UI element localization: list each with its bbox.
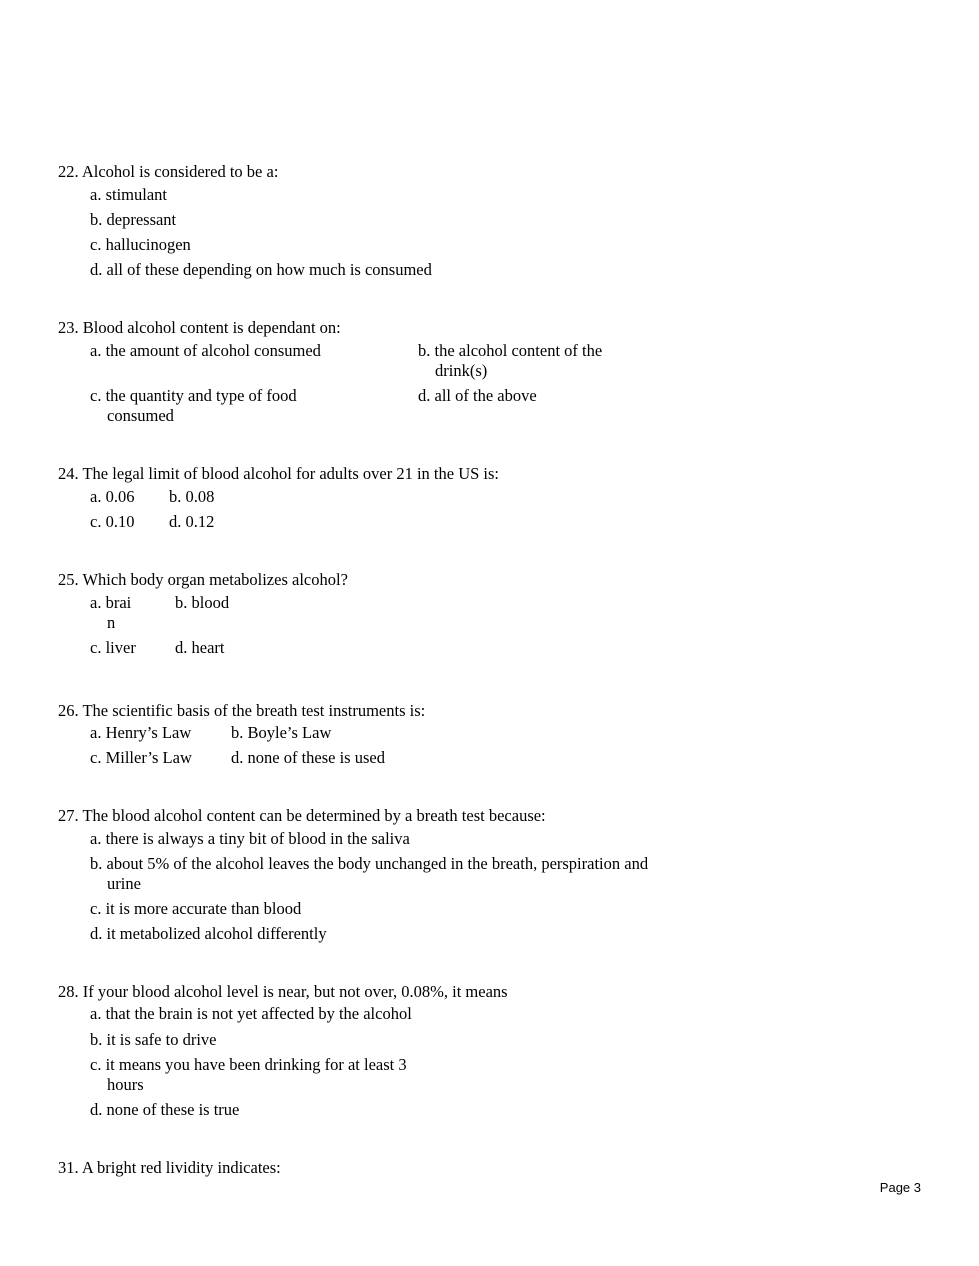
question-22-stem: 22. Alcohol is considered to be a: [58, 162, 279, 181]
question-23-stem: 23. Blood alcohol content is dependant on: [58, 318, 341, 337]
question-31-stem: 31. A bright red lividity indicates: [58, 1158, 281, 1177]
question-27-stem: 27. The blood alcohol content can be determined by a breath test because: [58, 806, 546, 825]
question-23-option-d: d. all of the above [418, 386, 537, 405]
question-23-option-b-line2: drink(s) [435, 361, 488, 380]
question-23-option-b-line1: b. the alcohol content of the [418, 341, 603, 360]
question-22-option-a: a. stimulant [90, 185, 167, 204]
question-24-stem: 24. The legal limit of blood alcohol for adults over 21 in the US is: [58, 464, 500, 483]
question-27-option-b-line1: b. about 5% of the alcohol leaves the body unchanged in the breath, perspiration and [90, 854, 649, 873]
question-25-option-c: c. liver [90, 638, 136, 657]
question-25-option-b: b. blood [175, 593, 230, 612]
question-22-option-b: b. depressant [90, 210, 177, 229]
question-25-option-d: d. heart [175, 638, 225, 657]
question-24-option-c: c. 0.10 [90, 512, 135, 531]
question-28-stem: 28. If your blood alcohol level is near, but not over, 0.08%, it means [58, 982, 508, 1001]
question-24-option-b: b. 0.08 [169, 487, 215, 506]
question-26-option-b: b. Boyle’s Law [231, 723, 332, 742]
question-26-stem: 26. The scientific basis of the breath test instruments is: [58, 701, 426, 720]
question-26-option-c: c. Miller’s Law [90, 748, 192, 767]
question-28-option-b: b. it is safe to drive [90, 1030, 217, 1049]
question-27-option-b-line2: urine [107, 874, 141, 893]
question-25-stem: 25. Which body organ metabolizes alcohol? [58, 570, 348, 589]
question-28-option-a: a. that the brain is not yet affected by the alcohol [90, 1004, 412, 1023]
question-27-option-a: a. there is always a tiny bit of blood in the saliva [90, 829, 410, 848]
question-23-option-c-line2: consumed [107, 406, 174, 425]
question-23-option-a: a. the amount of alcohol consumed [90, 341, 321, 360]
question-26-option-d: d. none of these is used [231, 748, 385, 767]
question-25-option-a-line1: a. brai [90, 593, 132, 612]
question-27-option-d: d. it metabolized alcohol differently [90, 924, 327, 943]
question-25-option-a-line2: n [107, 613, 116, 632]
question-28-option-c-line2: hours [107, 1075, 144, 1094]
question-28-option-c-line1: c. it means you have been drinking for at least 3 [90, 1055, 407, 1074]
question-27-option-c: c. it is more accurate than blood [90, 899, 302, 918]
question-23-option-c-line1: c. the quantity and type of food [90, 386, 297, 405]
page-number: Page 3 [879, 1180, 921, 1195]
question-22-option-c: c. hallucinogen [90, 235, 191, 254]
question-24-option-d: d. 0.12 [169, 512, 215, 531]
question-24-option-a: a. 0.06 [90, 487, 135, 506]
question-28-option-d: d. none of these is true [90, 1100, 240, 1119]
question-22-option-d: d. all of these depending on how much is consumed [90, 260, 432, 279]
question-26-option-a: a. Henry’s Law [90, 723, 192, 742]
